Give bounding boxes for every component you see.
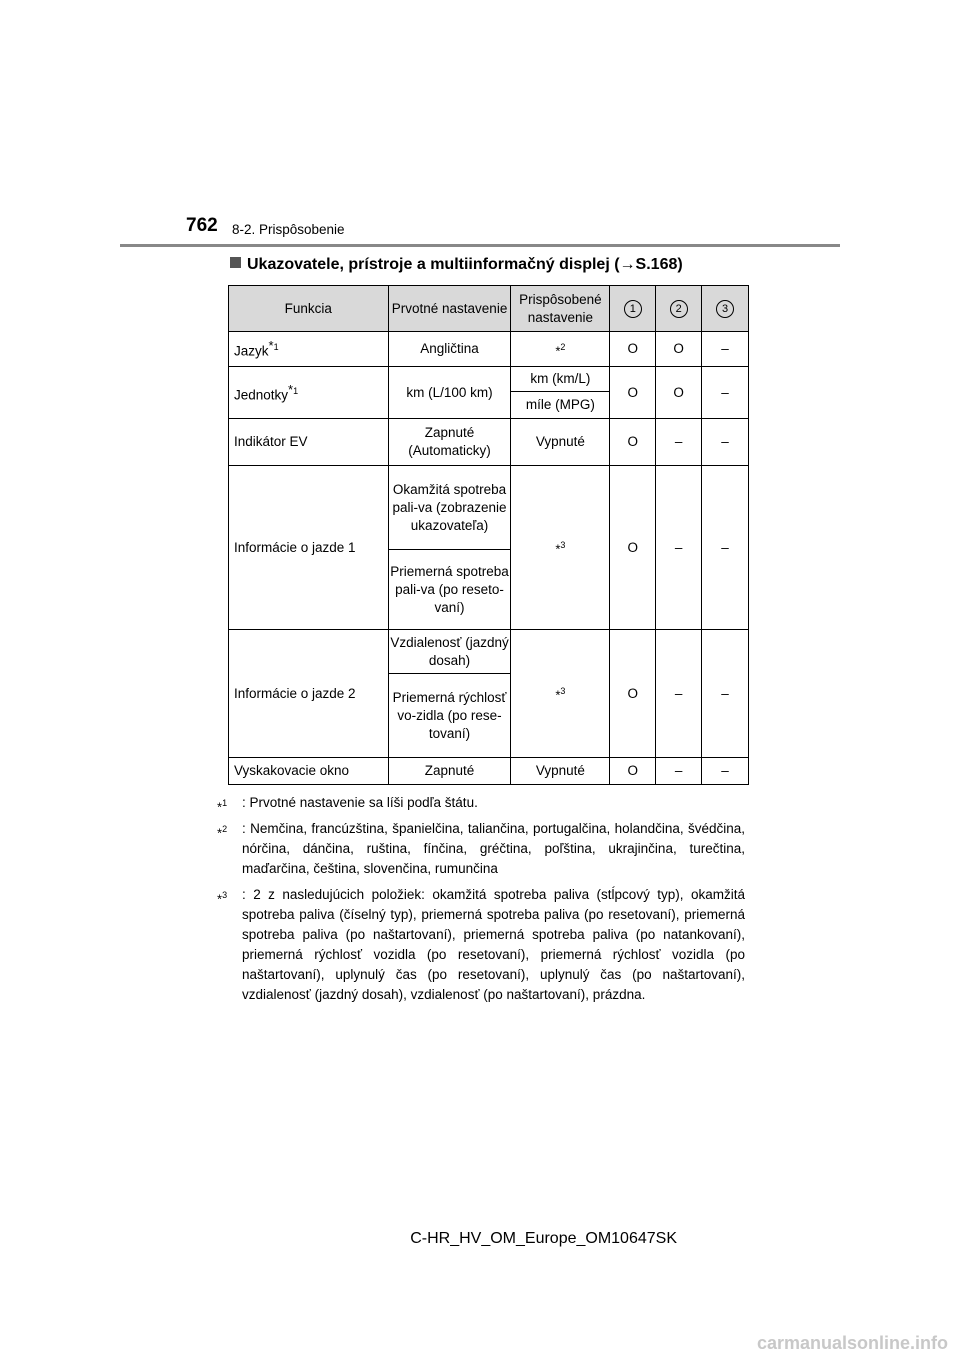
row-ev-m2: – <box>656 419 702 466</box>
row-ev-m1: O <box>610 419 656 466</box>
row-trip1-name: Informácie o jazde 1 <box>229 466 389 630</box>
header-default: Prvotné nastavenie <box>388 286 511 332</box>
page-number: 762 <box>186 215 218 236</box>
row-trip1-m1: O <box>610 466 656 630</box>
document-id: C-HR_HV_OM_Europe_OM10647SK <box>410 1230 677 1247</box>
row-units-name: Jednotky$^{*1}$ <box>229 367 389 419</box>
row-popup-custom: Vypnuté <box>511 758 610 785</box>
row-popup-name: Vyskakovacie okno <box>229 758 389 785</box>
header-divider <box>120 244 840 247</box>
header-custom: Prispôsobené nastavenie <box>511 286 610 332</box>
row-popup-default: Zapnuté <box>388 758 511 785</box>
table-header-row <box>229 286 749 332</box>
table-row <box>229 419 749 466</box>
row-units-custom-b: míle (MPG) <box>511 392 610 419</box>
row-trip2-m3: – <box>702 630 749 758</box>
table-row <box>229 758 749 785</box>
row-trip1-default-b: Priemerná spotreba pali-va (po reseto-vaní) <box>388 550 511 630</box>
table-row <box>229 332 749 367</box>
row-ev-m3: – <box>702 419 749 466</box>
row-trip2-custom: *$^3$ <box>511 630 610 758</box>
row-language-m2: O <box>656 332 702 367</box>
section-title <box>230 256 683 274</box>
row-trip1-default-a: Okamžitá spotreba pali-va (zobrazenie ukazovateľa) <box>388 466 511 550</box>
footnote-marker: *$^3$ <box>217 890 228 907</box>
row-language-m3: – <box>702 332 749 367</box>
row-trip2-m1: O <box>610 630 656 758</box>
row-language-custom: *$^2$ <box>511 332 610 367</box>
row-ev-name: Indikátor EV <box>229 419 389 466</box>
row-units-m1: O <box>610 367 656 419</box>
header-col-3 <box>702 286 749 332</box>
row-trip1-custom: *$^3$ <box>511 466 610 630</box>
circled-number-2: 2 <box>670 300 688 318</box>
row-popup-m3: – <box>702 758 749 785</box>
row-units-m3: – <box>702 367 749 419</box>
row-units-default: km (L/100 km) <box>388 367 511 419</box>
footnote-marker: *$^2$ <box>217 824 228 841</box>
settings-table <box>228 285 749 785</box>
row-trip2-name: Informácie o jazde 2 <box>229 630 389 758</box>
footnote-3: *$^3$ : 2 z nasledujúcich položiek: okamžitá spotreba paliva (stĺpcový typ), okamžitá spotreba paliva (číselný typ), priemerná spotreba paliva (po resetovaní), priemerná spotreba paliva (po naštartovaní), priemerná spotreba paliva (po natankovaní), priemerná rýchlosť vozidla (po resetovaní), priemerná rýchlosť vozidla (po naštartovaní), uplynulý čas (po resetovaní), uplynulý čas (po naštartovaní), vzdialenosť (jazdný dosah), vzdialenosť (po naštartovaní), prázdna. <box>217 887 745 1002</box>
footnote-marker: *$^1$ <box>217 798 228 815</box>
row-trip1-m2: – <box>656 466 702 630</box>
row-language-default: Angličtina <box>388 332 511 367</box>
circled-number-1: 1 <box>624 300 642 318</box>
table-row <box>229 630 749 674</box>
row-units-custom-a: km (km/L) <box>511 367 610 392</box>
header-function: Funkcia <box>229 286 389 332</box>
footnotes <box>217 793 745 1011</box>
row-language-name: Jazyk$^{*1}$ <box>229 332 389 367</box>
footnote-1: *$^1$ : Prvotné nastavenie sa líši podľa štátu. <box>217 793 745 813</box>
table-row <box>229 367 749 392</box>
footnote-2: *$^2$ : Nemčina, francúzština, španielčina, taliančina, portugalčina, holandčina, švédčina, nórčina, dánčina, ruština, fínčina, gréčtina, poľština, ukrajinčina, turečtina, maďarčina, čeština, slovenčina, rumunčina <box>217 821 745 876</box>
table-row <box>229 466 749 550</box>
row-trip2-default-b: Priemerná rýchlosť vo-zidla (po rese-tovaní) <box>388 674 511 758</box>
watermark: carmanualsonline.info <box>756 1333 948 1353</box>
row-trip2-m2: – <box>656 630 702 758</box>
header-col-2 <box>656 286 702 332</box>
circled-number-3: 3 <box>716 300 734 318</box>
row-popup-m1: O <box>610 758 656 785</box>
header-col-1 <box>610 286 656 332</box>
row-ev-custom: Vypnuté <box>511 419 610 466</box>
row-language-m1: O <box>610 332 656 367</box>
row-units-m2: O <box>656 367 702 419</box>
section-title-text: Ukazovatele, prístroje a multiinformačný displej (→S.168) <box>247 256 683 273</box>
square-bullet-icon <box>230 257 241 268</box>
row-trip2-default-a: Vzdialenosť (jazdný dosah) <box>388 630 511 674</box>
row-ev-default: Zapnuté (Automaticky) <box>388 419 511 466</box>
row-trip1-m3: – <box>702 466 749 630</box>
chapter-title: 8-2. Prispôsobenie <box>232 222 345 237</box>
row-popup-m2: – <box>656 758 702 785</box>
